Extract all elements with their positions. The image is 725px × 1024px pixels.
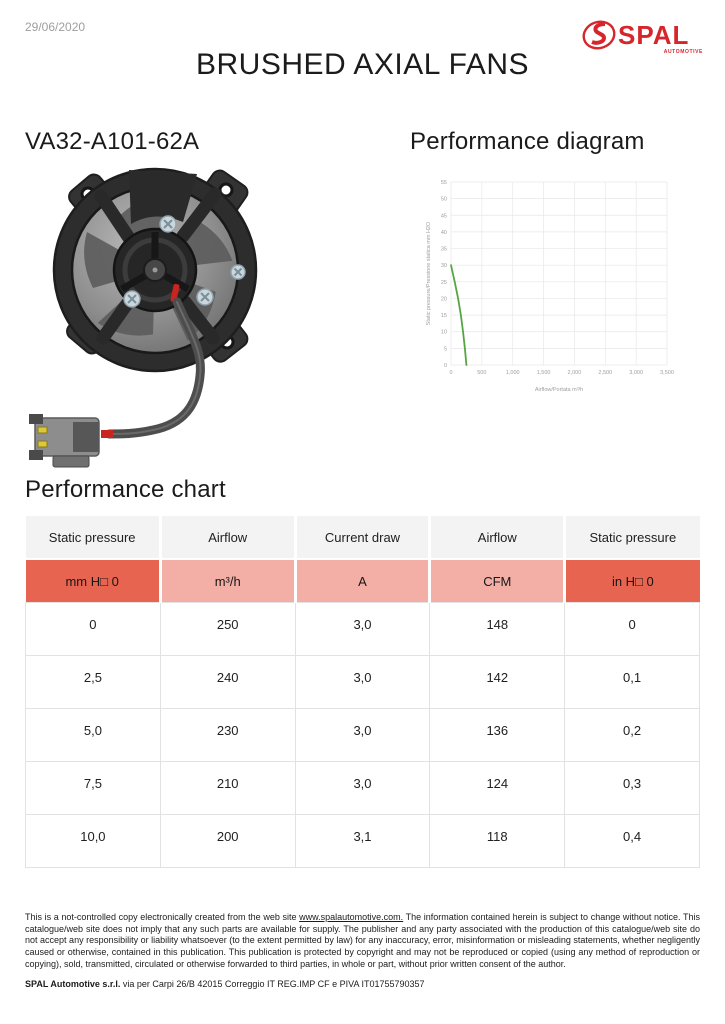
svg-text:3,000: 3,000: [629, 370, 644, 376]
svg-text:0: 0: [443, 363, 447, 369]
spal-logo-text: SPAL: [618, 20, 690, 50]
table-cell: 10,0: [26, 815, 161, 868]
page-header: [0, 0, 725, 55]
table-cell: 124: [430, 762, 565, 815]
column-header: Airflow: [160, 516, 295, 559]
table-header-row: [26, 516, 700, 559]
svg-text:45: 45: [440, 213, 447, 220]
table-row: [26, 815, 700, 868]
svg-text:3,500: 3,500: [660, 370, 674, 376]
column-header: Static pressure: [565, 516, 700, 559]
unit-cell: A: [295, 559, 430, 603]
website-link[interactable]: www.spalautomotive.com.: [299, 912, 404, 922]
table-cell: 3,0: [295, 603, 430, 656]
svg-text:1,000: 1,000: [505, 370, 520, 376]
table-cell: 5,0: [26, 709, 161, 762]
diagram-column: [390, 128, 725, 472]
table-row: [26, 603, 700, 656]
company-line: [25, 979, 700, 989]
disclaimer-post: The information contained herein is subject to change without notice. This catalogue/web site does not imply that any such parts are available for supply. The publisher and any party associated with the production of this catalogue/web site do not accept any responsibility or liability whatsoever (to the extent permitted by law) for any inaccuracy, error, misinformation or misleading statements, whether negligently caused or otherwise, contained in this publication. This publication is protected by copyright and may not be reproduced or copied (using any method of reproduction or copying), sold, transmitted, circulated or otherwise forwarded to third parties, in whole or part, without prior written consent of the author.: [25, 912, 701, 969]
table-cell: 7,5: [26, 762, 161, 815]
table-cell: 200: [160, 815, 295, 868]
fan-connector: [29, 414, 113, 467]
company-name: SPAL Automotive s.r.l.: [25, 979, 121, 990]
svg-text:2,000: 2,000: [567, 370, 582, 376]
chart-grid: [451, 182, 667, 365]
table-cell: 118: [430, 815, 565, 868]
performance-table: [25, 516, 700, 868]
spal-logo-subtext: AUTOMOTIVE: [663, 49, 703, 55]
svg-text:2,500: 2,500: [598, 370, 613, 376]
column-header: Airflow: [430, 516, 565, 559]
table-cell: 3,0: [295, 762, 430, 815]
svg-text:1,500: 1,500: [536, 370, 551, 376]
table-body: [26, 603, 700, 868]
table-cell: 210: [160, 762, 295, 815]
table-row: [26, 762, 700, 815]
table-heading: Performance chart: [25, 476, 226, 503]
table-row: [26, 656, 700, 709]
svg-text:40: 40: [440, 229, 447, 236]
column-header: Static pressure: [26, 516, 161, 559]
table-cell: 0: [26, 603, 161, 656]
svg-text:55: 55: [440, 180, 447, 186]
table-cell: 0,2: [565, 709, 700, 762]
table-cell: 3,0: [295, 656, 430, 709]
table-cell: 250: [160, 603, 295, 656]
table-cell: 240: [160, 656, 295, 709]
fan-product-image: [25, 166, 365, 472]
svg-text:15: 15: [440, 313, 447, 320]
svg-text:5: 5: [443, 346, 447, 353]
y-axis-label: Static pressure/Pressione statica mm H2O: [426, 221, 432, 326]
unit-cell: in H□ 0: [565, 559, 700, 603]
page-title: BRUSHED AXIAL FANS: [196, 48, 529, 81]
disclaimer-text: [25, 912, 700, 970]
spal-logo: [580, 16, 705, 58]
table-cell: 142: [430, 656, 565, 709]
page-footer: [25, 912, 700, 989]
svg-text:0: 0: [449, 370, 453, 376]
table-row: [26, 709, 700, 762]
table-cell: 0,3: [565, 762, 700, 815]
table-cell: 0,1: [565, 656, 700, 709]
y-axis-ticks: [441, 180, 447, 369]
table-cell: 148: [430, 603, 565, 656]
table-cell: 0,4: [565, 815, 700, 868]
unit-cell: m³/h: [160, 559, 295, 603]
svg-text:35: 35: [440, 246, 447, 253]
table-cell: 136: [430, 709, 565, 762]
disclaimer-pre: This is a not-controlled copy electronically created from the web site: [25, 912, 300, 922]
table-cell: 2,5: [26, 656, 161, 709]
table-cell: 230: [160, 709, 295, 762]
product-code: VA32-A101-62A: [25, 128, 200, 155]
spal-logo-mark: [580, 18, 618, 52]
column-header: Current draw: [295, 516, 430, 559]
spal-s-icon: [592, 24, 605, 43]
company-address: via per Carpi 26/B 42015 Correggio IT REG.IMP CF e PIVA IT01755790357: [120, 979, 425, 990]
performance-chart: [410, 174, 696, 398]
product-column: [25, 128, 390, 472]
svg-text:50: 50: [440, 196, 447, 203]
x-axis-label: Airflow/Portata m³/h: [534, 387, 584, 393]
table-cell: 3,1: [295, 815, 430, 868]
units-row: [26, 559, 700, 603]
table-cell: 3,0: [295, 709, 430, 762]
content-row: [0, 128, 725, 472]
svg-text:30: 30: [440, 263, 447, 270]
svg-text:500: 500: [477, 370, 487, 376]
document-date: 29/06/2020: [25, 20, 86, 34]
table-cell: 0: [565, 603, 700, 656]
unit-cell: mm H□ 0: [26, 559, 161, 603]
svg-text:20: 20: [440, 296, 447, 303]
diagram-heading: Performance diagram: [410, 128, 645, 155]
svg-text:10: 10: [440, 329, 447, 336]
unit-cell: CFM: [430, 559, 565, 603]
svg-text:25: 25: [440, 279, 447, 286]
x-axis-ticks: [449, 370, 673, 376]
